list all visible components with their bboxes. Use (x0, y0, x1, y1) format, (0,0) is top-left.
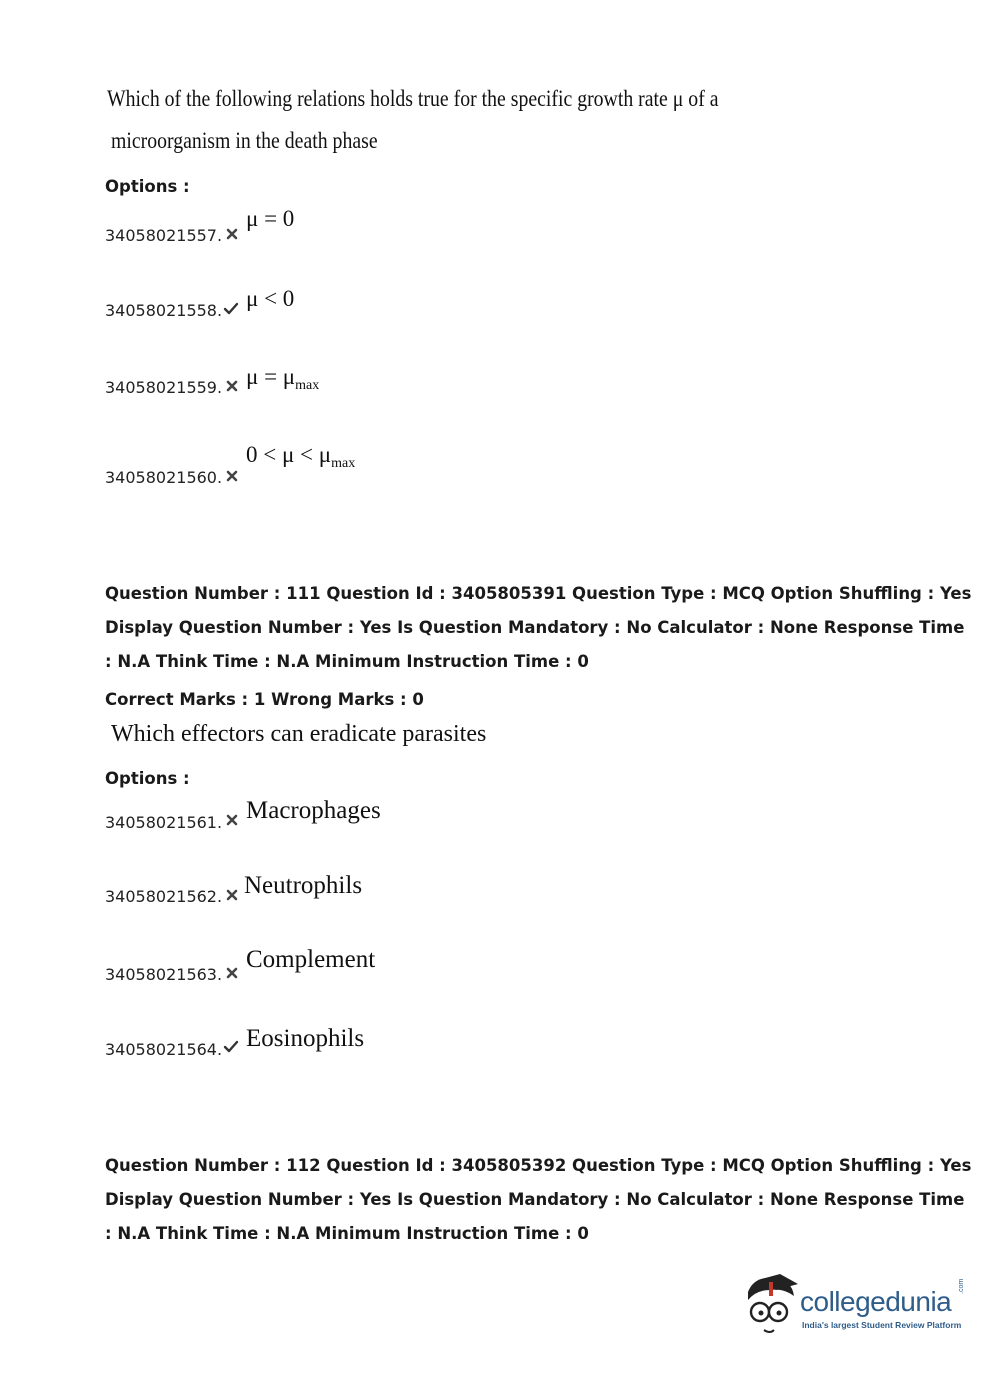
option-id: 34058021557. (105, 226, 223, 245)
option-text-main: 0 < μ < μ (246, 442, 332, 467)
wrong-mark-icon (225, 379, 239, 393)
collegedunia-logo (740, 1272, 970, 1342)
question-meta-line-1: Question Number : 112 Question Id : 3405805392 Question Type : MCQ Option Shuffling : Yes (105, 1156, 972, 1175)
question-stem-line-1: Which of the following relations holds true for the specific growth rate μ of a (107, 86, 719, 111)
logo-wordmark: collegedunia (800, 1286, 952, 1317)
check-mark-icon (223, 1040, 239, 1054)
option-text: Neutrophils (244, 872, 363, 899)
option-id: 34058021559. (105, 378, 223, 397)
wrong-mark-icon (225, 813, 239, 827)
mascot-icon (740, 1272, 800, 1342)
option-id: 34058021558. (105, 301, 223, 320)
wrong-mark-icon (225, 888, 239, 902)
wrong-mark-icon (225, 227, 239, 241)
option-text: μ < 0 (246, 286, 295, 311)
option-id: 34058021564. (105, 1040, 223, 1059)
logo-tagline: India's largest Student Review Platform (802, 1320, 962, 1330)
option-text: Eosinophils (246, 1025, 365, 1052)
option-text: μ = 0 (246, 206, 295, 231)
options-label: Options : (105, 769, 190, 788)
check-mark-icon (223, 302, 239, 316)
option-id: 34058021561. (105, 813, 223, 832)
option-text-main: μ = μ (246, 364, 296, 389)
question-meta-line-2: Display Question Number : Yes Is Question Mandatory : No Calculator : None Response Time (105, 618, 965, 637)
question-marks: Correct Marks : 1 Wrong Marks : 0 (105, 690, 424, 709)
logo-suffix: .com (958, 1278, 965, 1294)
question-meta-line-3: : N.A Think Time : N.A Minimum Instruction Time : 0 (105, 1224, 589, 1243)
wrong-mark-icon (225, 469, 239, 483)
option-text: Macrophages (246, 797, 381, 824)
question-meta-line-3: : N.A Think Time : N.A Minimum Instruction Time : 0 (105, 652, 589, 671)
option-text-subscript: max (295, 378, 320, 393)
option-id: 34058021562. (105, 887, 223, 906)
question-meta-line-2: Display Question Number : Yes Is Question Mandatory : No Calculator : None Response Time (105, 1190, 965, 1209)
option-text-subscript: max (331, 456, 356, 471)
wrong-mark-icon (225, 966, 239, 980)
option-text (246, 442, 355, 472)
option-id: 34058021563. (105, 965, 223, 984)
option-id: 34058021560. (105, 468, 223, 487)
question-meta-line-1: Question Number : 111 Question Id : 3405805391 Question Type : MCQ Option Shuffling : Yes (105, 584, 972, 603)
option-text: Complement (246, 946, 376, 973)
option-text (246, 364, 319, 394)
question-stem: Which effectors can eradicate parasites (111, 721, 487, 747)
options-label: Options : (105, 177, 190, 196)
question-stem-line-2: microorganism in the death phase (111, 128, 378, 153)
